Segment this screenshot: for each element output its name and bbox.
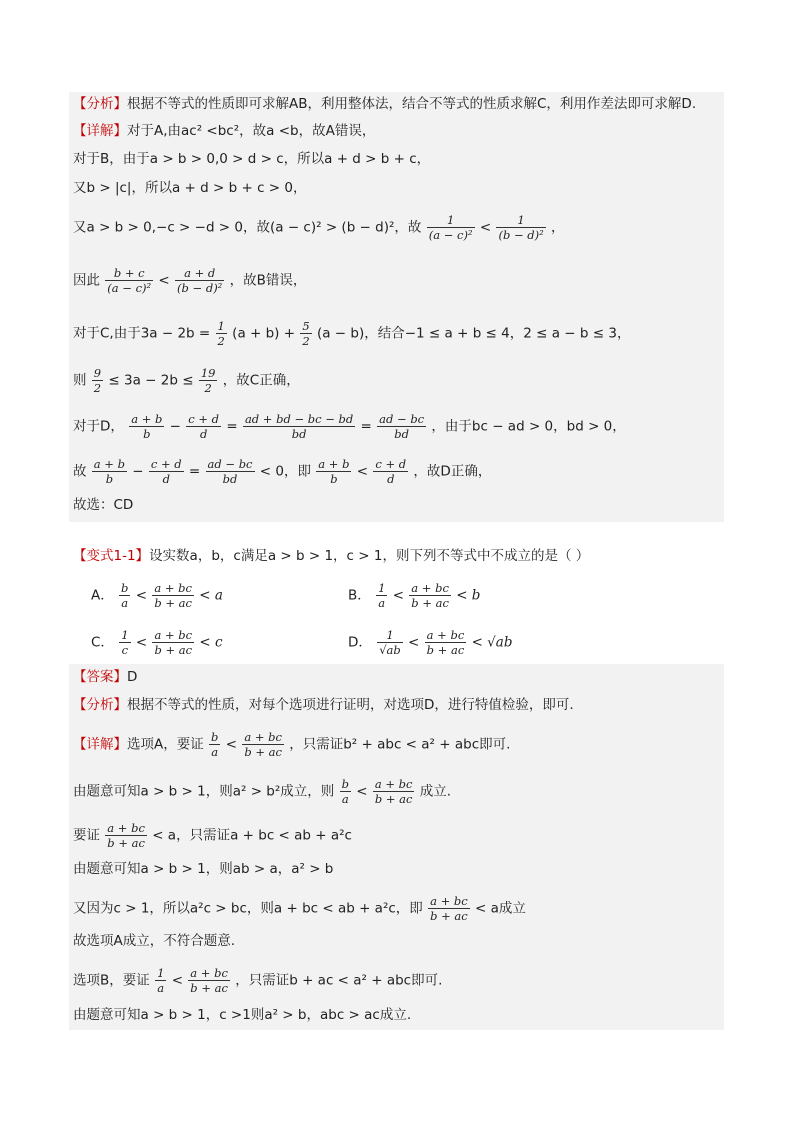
text-segment: < [158,272,170,289]
analysis-tag: 【分析】 [73,96,127,112]
numerator: c + d [375,457,407,471]
numerator: 19 [200,366,216,380]
fraction [377,412,426,441]
detail-line-3: 又b > |c|，所以a + d > b + c > 0， [73,180,307,196]
fraction [92,366,103,395]
text-segment: 选项A，要证 [127,736,204,753]
fraction [377,628,403,657]
denominator: (b − d)² [498,228,544,242]
fraction [119,628,130,657]
numerator: 1 [496,213,545,228]
text-segment: 则 [73,372,87,389]
denominator: b + ac [430,909,468,923]
denominator: d [162,472,170,486]
numerator: 1 [217,319,225,333]
numerator: c + d [150,457,182,471]
denominator: 2 [93,381,102,395]
text-segment: 由题意可知a > b > 1，则a² > b²成立，则 [73,783,335,800]
text-segment: 又a > b > 0,−c > −d > 0，故(a − c)² > (b − d)²，故 [73,219,422,236]
fraction [300,319,311,348]
denominator: d [199,427,208,441]
fraction [209,730,220,759]
option-a[interactable] [91,581,223,610]
denominator: (a − c)² [107,281,152,295]
numerator: 1 [378,581,386,595]
text-segment: = [360,418,372,435]
numerator: b [211,730,219,744]
numerator: a + bc [244,730,282,744]
text-segment: 对于D， [73,418,124,435]
detail-line-1 [73,122,375,140]
text-segment: ≤ 3a − 2b ≤ [108,372,194,389]
text-segment: − [132,463,144,480]
text-segment: ， [551,219,565,236]
fraction [373,457,408,486]
fraction [119,581,130,610]
fraction [216,319,227,348]
denominator: b + ac [154,596,192,610]
detail2-line-5 [73,894,526,923]
denominator: bd [291,427,307,441]
text-segment: 故 [73,463,87,480]
analysis-text: 根据不等式的性质即可求解AB，利用整体法，结合不等式的性质求解C，利用作差法即可求解D. [127,96,697,112]
text-segment: ，只需证b² + abc < a² + abc即可. [289,736,511,753]
text-segment: < [171,972,183,989]
denominator: 2 [302,334,310,348]
analysis-line [73,95,696,113]
text-segment: < [135,634,148,651]
option-d[interactable] [348,628,512,657]
numerator: 1 [377,628,403,643]
numerator: b [121,581,129,595]
question-text: 设实数a，b，c满足a > b > 1，c > 1，则下列不等式中不成立的是（ ） [149,548,590,564]
detail-text: 对于A,由ac² <bc²，故a <b，故A错误， [127,123,376,139]
fraction [373,777,415,806]
numerator: c + d [188,412,220,426]
fraction [175,266,224,295]
detail-line-7 [73,366,300,395]
final-answer-line: 故选：CD [73,497,134,513]
text-segment: < a [199,587,223,604]
fraction [206,457,255,486]
text-segment: < [356,783,368,800]
numerator: a + bc [154,581,192,595]
numerator: 5 [302,319,310,333]
denominator: b + ac [374,792,413,806]
denominator: a [378,596,386,610]
detail2-line-4: 由题意可知a > b > 1，则ab > a，a² > b [73,861,334,877]
option-b[interactable] [348,581,480,610]
fraction [243,412,355,441]
fraction [199,366,218,395]
fraction [152,581,194,610]
numerator: a + b [318,457,350,471]
text-segment: 要证 [73,827,100,844]
analysis-text: 根据不等式的性质，对每个选项进行证明，对选项D，进行特值检验，即可. [127,697,574,713]
numerator: a + bc [374,777,413,791]
answer-tag: 【答案】 [73,669,127,685]
fraction [188,966,230,995]
denominator: 2 [217,334,225,348]
numerator: a + bc [411,581,449,595]
denominator: a [341,792,349,806]
denominator: b + ac [244,745,282,759]
detail-line-2: 对于B，由于a > b > 0,0 > d > c，所以a + d > b + c， [73,151,431,167]
answer-text: D [127,669,138,685]
numerator: ad − bc [379,412,425,426]
fraction [428,894,470,923]
detail2-line-6: 故选项A成立，不符合题意. [73,933,236,949]
option-c[interactable] [91,628,223,657]
detail-line-8 [73,412,626,441]
denominator: b [105,472,114,486]
option-label: A． [91,587,114,604]
text-segment: < [392,587,404,604]
fraction [105,266,153,295]
numerator: ad + bd − bc − bd [244,412,354,426]
fraction [427,213,475,242]
fraction [186,412,221,441]
text-segment: (a + b) + [232,325,296,342]
fraction [92,457,127,486]
numerator: a + bc [107,821,145,835]
detail-line-5 [73,266,306,295]
text-segment: < a成立 [475,900,526,917]
numerator: a + bc [430,894,468,908]
denominator: 2 [204,381,212,395]
text-segment: = [188,463,201,480]
detail-tag: 【详解】 [73,736,127,753]
text-segment: ，故C正确， [222,372,300,389]
numerator: a + bc [190,966,228,980]
denominator: b + ac [426,643,465,657]
fraction [409,581,451,610]
numerator: 9 [93,366,102,380]
fraction [105,821,147,850]
detail-tag: 【详解】 [73,123,127,139]
numerator: b + c [105,266,153,281]
text-segment: < a，只需证a + bc < ab + a²c [152,827,352,844]
denominator: b + ac [154,643,193,657]
denominator: bd [394,427,409,441]
text-segment: < [356,463,369,480]
detail2-line-3 [73,821,352,850]
denominator: c [121,643,129,657]
text-segment: − [169,418,181,435]
denominator: √ab [379,643,401,657]
fraction [129,412,164,441]
detail2-line-8: 由题意可知a > b > 1，c >1则a² > b，abc > ac成立. [73,1007,412,1023]
text-segment: 选项B，要证 [73,972,150,989]
text-segment: ，故D正确， [413,463,492,480]
text-segment: < √ab [471,634,513,651]
numerator: 1 [121,628,129,642]
denominator: b + ac [107,836,145,850]
text-segment: < [225,736,238,753]
denominator: a [157,981,165,995]
denominator: (b − d)² [177,281,223,295]
text-segment: 成立. [419,783,452,800]
fraction [376,581,387,610]
analysis-tag: 【分析】 [73,697,127,713]
denominator: b + ac [411,596,449,610]
text-segment: 因此 [73,272,100,289]
text-segment: < [135,587,148,604]
option-label: B． [348,587,371,604]
text-segment: = [226,418,238,435]
text-segment: ，由于bc − ad > 0，bd > 0， [431,418,626,435]
option-label: C． [91,634,114,651]
fraction [496,213,545,242]
numerator: a + d [175,266,224,281]
denominator: d [387,472,395,486]
numerator: 1 [427,213,475,228]
text-segment: < b [456,587,481,604]
numerator: a + bc [154,628,193,642]
analysis-line-2 [73,696,574,714]
text-segment: < c [199,634,223,651]
denominator: a [121,596,129,610]
detail-line-6 [73,319,630,348]
detail2-line-1 [73,730,510,759]
detail2-line-7 [73,966,442,995]
detail-line-4 [73,213,565,242]
text-segment: < [408,634,420,651]
denominator: a [211,745,219,759]
numerator: a + bc [426,628,465,642]
variant-tag: 【变式1-1】 [73,548,150,564]
denominator: (a − c)² [428,228,473,242]
numerator: a + b [131,412,163,426]
denominator: b [330,472,338,486]
denominator: bd [222,472,238,486]
text-segment: ，故B错误， [229,272,307,289]
fraction [155,966,166,995]
text-segment: 又因为c > 1，所以a²c > bc，则a + bc < ab + a²c，即 [73,900,423,917]
text-segment: 对于C,由于3a − 2b = [73,325,211,342]
denominator: b + ac [190,981,228,995]
fraction [242,730,284,759]
numerator: 1 [157,966,165,980]
detail2-line-2 [73,777,451,806]
numerator: b [341,777,349,791]
detail-line-9 [73,457,491,486]
fraction [152,628,194,657]
text-segment: < 0，即 [259,463,311,480]
fraction [149,457,184,486]
numerator: a + b [93,457,125,471]
fraction [316,457,351,486]
text-segment: (a − b)，结合−1 ≤ a + b ≤ 4，2 ≤ a − b ≤ 3， [316,325,631,342]
numerator: ad − bc [207,457,253,471]
question-stem [73,547,589,565]
fraction [425,628,467,657]
fraction [340,777,351,806]
denominator: b [143,427,151,441]
text-segment: ，只需证b + ac < a² + abc即可. [235,972,443,989]
text-segment: < [479,219,492,236]
option-label: D． [348,634,372,651]
answer-line [73,668,137,686]
